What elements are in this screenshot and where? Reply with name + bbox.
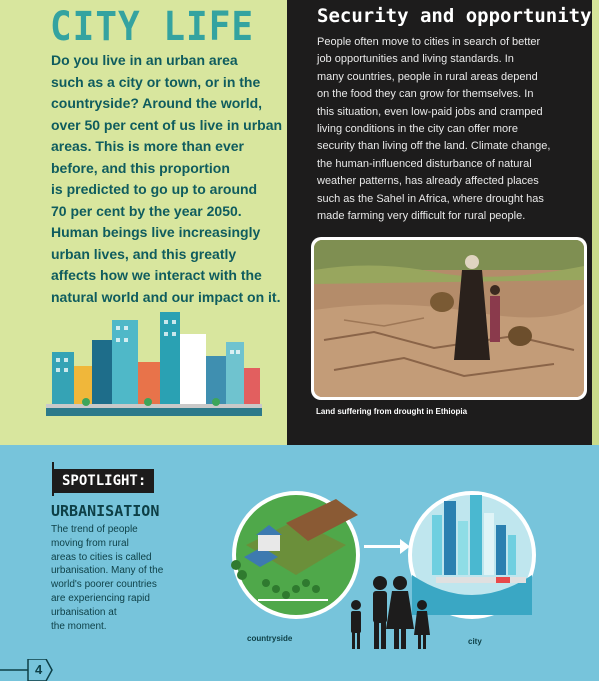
intro-line: countryside? Around the world, [51,95,263,111]
security-line: weather patterns, has already affected places [317,175,539,188]
spotlight-line: world's poorer countries [51,579,157,591]
security-line: living conditions in the city can offer more [317,123,518,136]
intro-line: such as a city or town, or in the [51,73,261,90]
city-skyline-illustration [46,312,262,416]
spotlight-text [51,523,181,633]
security-heading: Security and opportunity [317,5,592,27]
city-circle [408,491,536,619]
security-line: security than living off the land. Climate change, [317,140,551,153]
intro-line: over 50 per cent of us live in urban [51,116,283,133]
arrow-right-icon [364,539,410,554]
security-line: on the food they can grow for themselves. In [317,88,534,101]
security-line: this situation, even low-paid jobs and cramped [317,105,543,118]
panel-edge [592,160,599,445]
spotlight-line: the moment. [51,620,107,632]
spotlight-line: are experiencing rapid [51,592,150,604]
drought-photo [314,240,584,397]
intro-text [51,50,281,308]
security-text [317,34,587,225]
photo-caption: Land suffering from drought in Ethiopia [316,407,468,416]
page-title: CITY LIFE [50,4,255,50]
page-number [0,659,60,681]
security-line: job opportunities and living standards. In [317,53,514,66]
countryside-circle [231,491,360,619]
spotlight-title: URBANISATION [51,502,160,520]
intro-line: 70 per cent by the year 2050. [51,202,242,219]
intro-line: urban lives, and this greatly [51,245,237,262]
spotlight-label: SPOTLIGHT: [52,469,154,493]
drought-photo-frame [311,237,587,400]
page-number-text: 4 [35,662,43,677]
security-line: People often move to cities in search of better [317,36,541,48]
page-number-badge [0,659,60,681]
security-line: made farming very difficult for rural people. [317,210,526,223]
intro-line: Human beings live increasingly [51,224,261,240]
intro-line: natural world and our impact on it. [51,288,281,305]
spotlight-line: urbanisation. Many of the [51,565,164,577]
spotlight-line: moving from rural [51,537,129,549]
security-line: the human-influenced disturbance of natural [317,157,532,170]
intro-line: is predicted to go up to around [51,181,258,197]
spotlight-line: areas to cities is called [51,551,152,563]
intro-line: areas. This is more than ever [51,138,244,154]
spotlight-line: urbanisation at [51,606,117,618]
intro-line: before, and this proportion [51,159,230,176]
security-line: such as the Sahel in Africa, where drought has [317,192,544,205]
intro-line: affects how we interact with the [51,267,262,283]
security-line: many countries, people in rural areas depend [317,70,538,83]
city-label: city [468,637,482,646]
spotlight-line: The trend of people [51,524,138,535]
countryside-label: countryside [247,634,293,643]
intro-line: Do you live in an urban area [51,52,238,68]
